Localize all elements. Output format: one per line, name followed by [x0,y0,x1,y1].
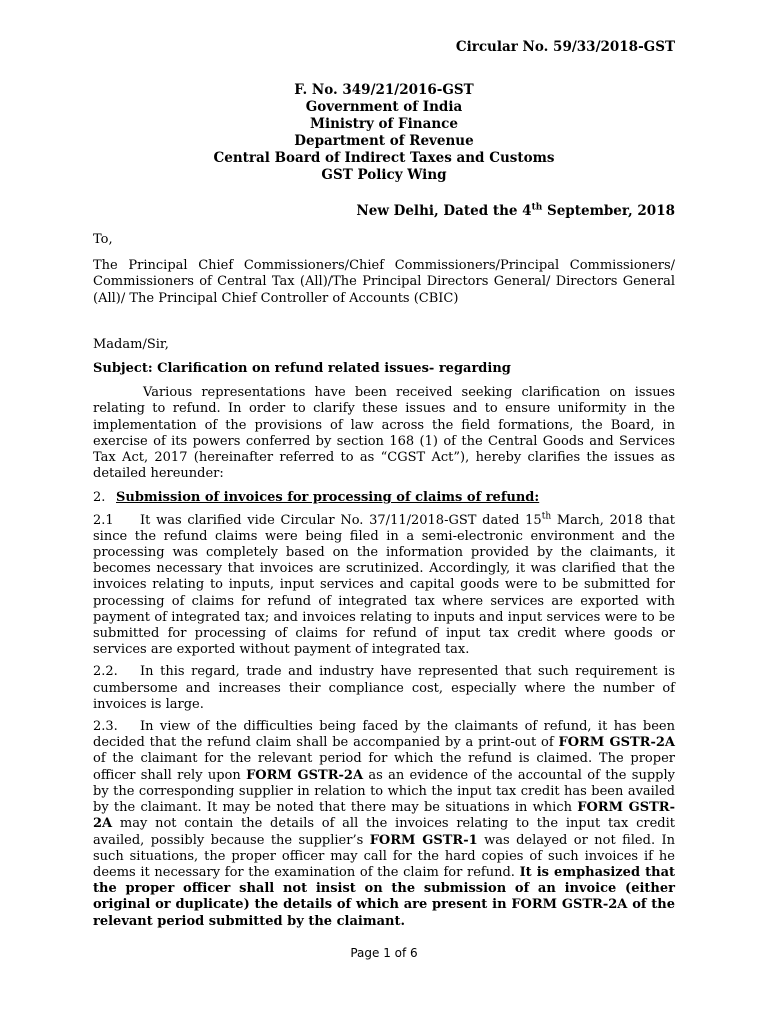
document-page [93,38,675,930]
para-number: 2.3. [93,719,118,735]
para-text: may not contain the details of all the invoices relating to the input tax credit availed, possibly because the supplier’s [93,816,675,848]
date-sup: th [531,202,543,213]
para-number: 2.2. [93,664,118,680]
department: Department of Revenue [294,133,474,149]
para-text: It was clarified vide Circular No. 37/11/2018-GST dated 15 [140,512,542,528]
para-text: March, 2018 that since the refund claims were being filed in a semi-electronic environment and the processing was completely based on the information provided by the claimants, it becomes necessary that invoices are scrutinized. Accordingly, it was clarified that the invoices relating to inputs, input services and capital goods were to be submitted for processing of claims for refund of integrated tax where services are exported with payment of integrated tax; and invoices relating to inputs and input services were to be submitted for processing of claims for refund of input tax credit where goods or services are exported without payment of integrated tax. [93,512,675,658]
date-line [93,202,675,220]
section-2-heading [93,490,675,506]
emphasis-text: It is emphasized that the proper officer shall not insist on the submission of an invoice (either original or duplicate) the details of which are present in FORM GSTR-2A of the relevant period submitted by the claimant. [93,864,675,929]
form-ref: FORM GSTR-2A [558,735,675,751]
para-sup: th [541,511,552,522]
letterhead [93,82,675,184]
government: Government of India [305,99,463,115]
date-prefix: New Delhi, Dated the 4 [356,203,532,219]
section-title: Submission of invoices for processing of claims of refund: [116,490,540,506]
page-footer: Page 1 of 6 [350,946,418,960]
para-text: of the claimant for the relevant period for which the refund is claimed. The proper officer shall rely upon [93,751,675,783]
wing: GST Policy Wing [321,167,447,183]
date-suffix: September, 2018 [542,203,675,219]
salutation: Madam/Sir, [93,336,169,352]
file-number: F. No. 349/21/2016-GST [294,82,474,98]
para-text: as an evidence of the accountal of the supply by the corresponding supplier in relation to which the input tax credit has been availed by the claimant. It may be noted that there may be situations in which [93,767,675,816]
paragraph-2-3 [93,719,675,930]
para-text: In view of the difficulties being faced by the claimants of refund, it has been decided that the refund claim shall be accompanied by a print-out of [93,719,675,751]
circular-number: Circular No. 59/33/2018-GST [455,39,675,55]
ministry: Ministry of Finance [310,116,458,132]
para-text: was delayed or not filed. In such situations, the proper officer may call for the hard copies of such invoices if he deems it necessary for the examination of the claim for refund. [93,832,676,880]
intro-paragraph: Various representations have been received seeking clarification on issues relating to refund. In order to clarify these issues and to ensure uniformity in the implementation of the provisions of law across the field formations, the Board, in exercise of its powers conferred by section 168 (1) of the Central Goods and Services Tax Act, 2017 (hereinafter referred to as “CGST Act”), hereby clarifies the issues as detailed hereunder: [93,385,675,482]
addressee: The Principal Chief Commissioners/Chief Commissioners/Principal Commissioners/ Commissioners of Central Tax (All)/The Principal Directors General/ Directors General (All)/ The Principal Chief Controller of Accounts (CBIC) [93,258,675,306]
paragraph-2-2 [93,664,675,713]
subject: Subject: Clarification on refund related issues- regarding [93,361,511,377]
form-ref: FORM GSTR-2A [93,800,675,832]
para-text: In this regard, trade and industry have represented that such requirement is cumbersome and increases their compliance cost, especially where the number of invoices is large. [93,664,675,712]
form-ref: FORM GSTR-2A [246,767,364,783]
form-ref: FORM GSTR-1 [369,832,478,848]
section-number: 2. [93,490,106,506]
paragraph-2-1 [93,513,675,659]
para-number: 2.1 [93,512,114,528]
to-line: To, [93,232,113,247]
board: Central Board of Indirect Taxes and Customs [213,150,555,166]
